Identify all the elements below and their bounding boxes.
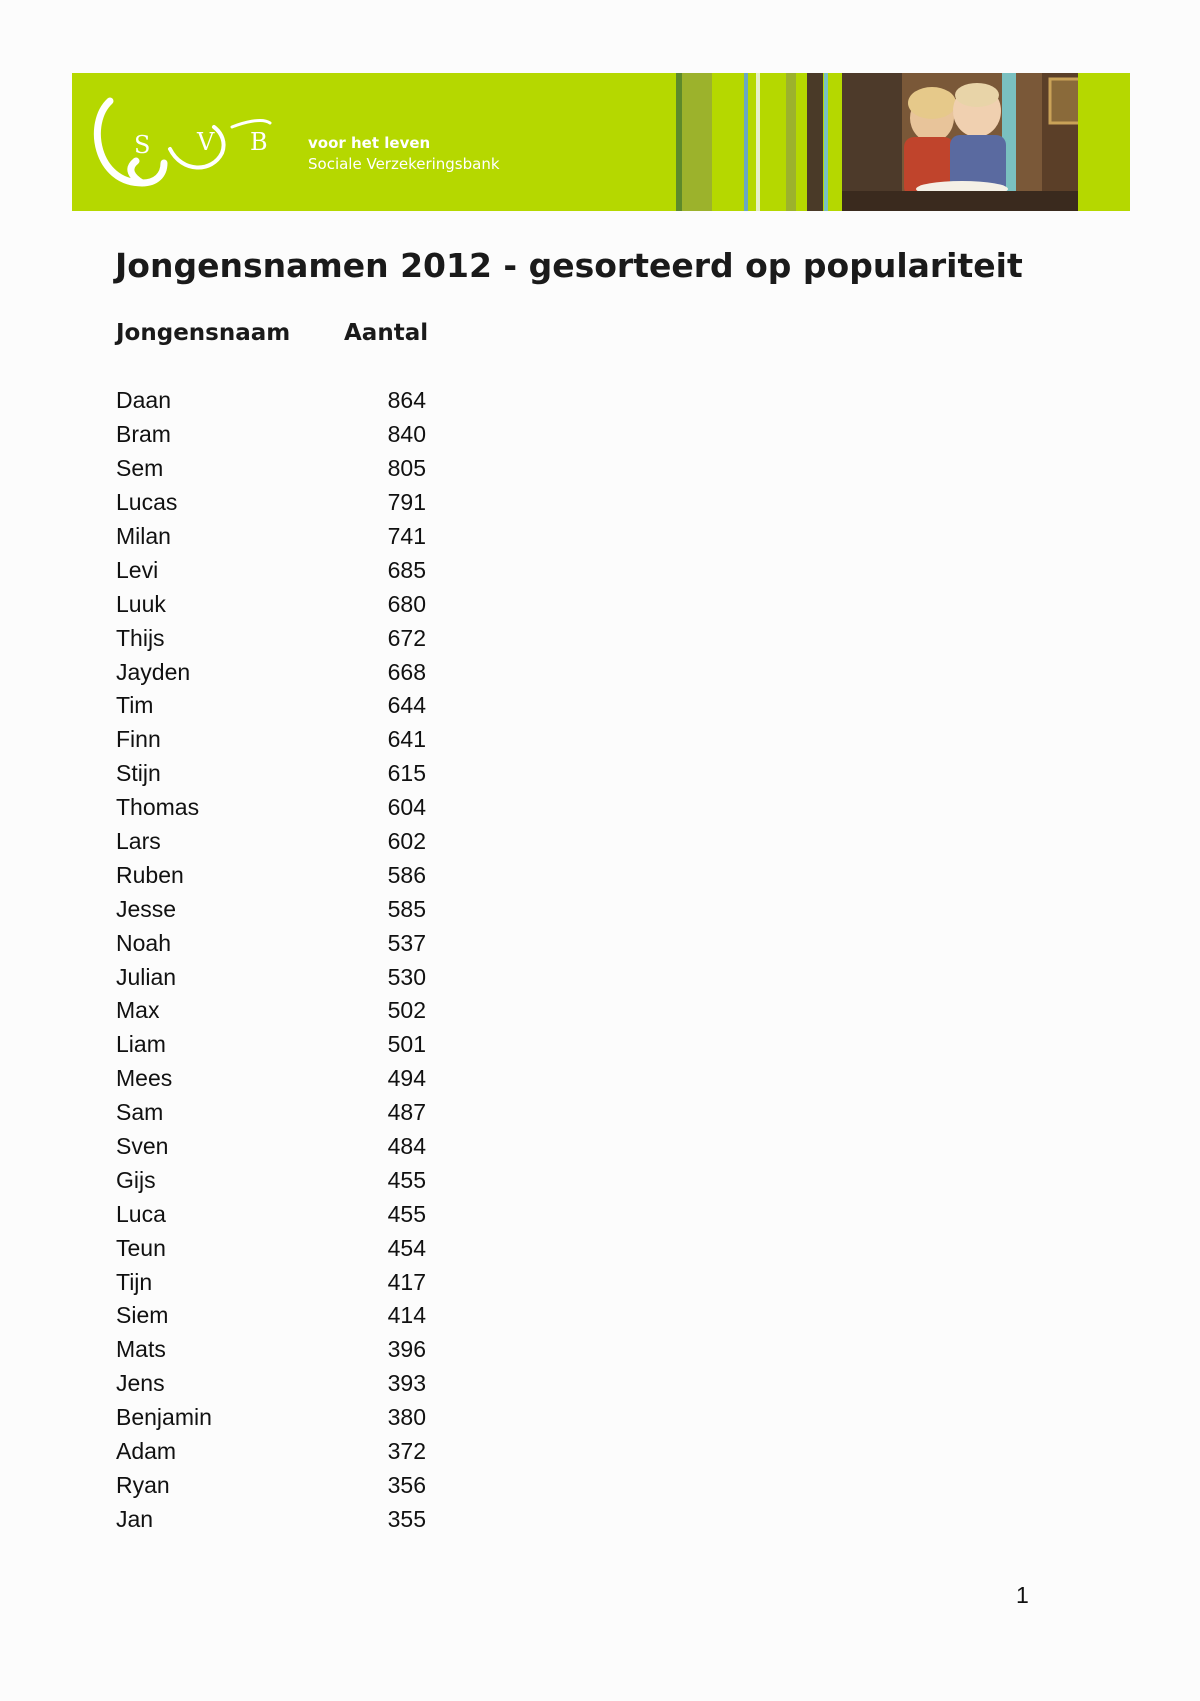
boy-name: Siem (116, 1302, 169, 1329)
name-count: 455 (387, 1166, 426, 1193)
boy-name: Max (116, 997, 160, 1024)
boy-name: Luuk (116, 590, 166, 617)
name-count: 537 (387, 929, 426, 956)
boy-name: Gijs (116, 1166, 156, 1193)
name-count: 380 (387, 1404, 426, 1431)
table-row (116, 1502, 426, 1536)
table-row (116, 1130, 426, 1164)
boy-name: Milan (116, 523, 171, 549)
boy-name: Jens (116, 1370, 165, 1397)
name-count: 484 (387, 1133, 426, 1160)
logo-letter-b: B (250, 128, 268, 156)
children-photo (842, 73, 1114, 211)
table-row (116, 384, 426, 418)
table-row (116, 1333, 426, 1367)
boy-name: Sem (116, 455, 164, 482)
boy-name: Benjamin (116, 1404, 212, 1431)
boy-name: Jan (116, 1505, 154, 1532)
boy-name: Thijs (116, 624, 165, 651)
table-row (116, 486, 426, 520)
boy-name: Julian (116, 963, 177, 990)
table-row (116, 825, 426, 859)
boy-name: Thomas (116, 794, 200, 821)
table-row (116, 723, 426, 757)
table-row (116, 960, 426, 994)
decorative-stripe (756, 73, 760, 211)
boy-name: Levi (116, 556, 159, 583)
name-count: 454 (387, 1234, 426, 1261)
table-row (116, 791, 426, 825)
table-row (116, 1062, 426, 1096)
boy-name: Sven (116, 1133, 169, 1160)
decorative-stripe (744, 73, 748, 211)
tagline-organization: Sociale Verzekeringsbank (308, 155, 500, 173)
boy-name: Daan (116, 387, 171, 414)
header-banner (72, 73, 1130, 211)
boy-name: Finn (116, 726, 161, 753)
boy-name: Luca (116, 1200, 166, 1227)
name-count: 741 (387, 523, 426, 549)
name-count: 586 (387, 861, 426, 888)
name-count: 530 (387, 963, 426, 990)
name-count: 680 (387, 590, 426, 617)
column-header-name: Jongensnaam (116, 320, 291, 346)
svb-logo (92, 93, 302, 193)
name-count: 641 (387, 726, 426, 753)
name-count: 805 (387, 455, 426, 482)
name-count: 615 (387, 760, 426, 787)
boy-name: Stijn (116, 760, 161, 787)
boy-name: Ruben (116, 861, 184, 888)
name-count: 393 (387, 1370, 426, 1397)
table-row (116, 1435, 426, 1469)
boy-name: Lars (116, 828, 161, 855)
name-count: 604 (387, 794, 426, 821)
name-count: 502 (387, 997, 426, 1024)
boy-name: Liam (116, 1031, 166, 1058)
boy-name: Jayden (116, 658, 191, 685)
tagline-slogan: voor het leven (308, 134, 431, 152)
table-row (116, 621, 426, 655)
tagline (308, 133, 500, 175)
name-count: 372 (387, 1438, 426, 1465)
name-count: 356 (387, 1471, 426, 1498)
table-row (116, 994, 426, 1028)
decorative-stripe (682, 73, 712, 211)
boy-name: Noah (116, 929, 171, 956)
boy-name: Teun (116, 1234, 166, 1261)
logo-letter-s: S (134, 131, 151, 159)
table-row (116, 892, 426, 926)
table-row (116, 689, 426, 723)
table-row (116, 1401, 426, 1435)
table-row (116, 1299, 426, 1333)
name-count: 840 (387, 421, 426, 448)
page-title: Jongensnamen 2012 - gesorteerd op populariteit (115, 246, 1023, 285)
page-number: 1 (1016, 1582, 1029, 1608)
logo-letter-v: V (197, 128, 215, 156)
table-row (116, 655, 426, 689)
table-row (116, 452, 426, 486)
name-count: 396 (387, 1336, 426, 1363)
name-count: 672 (387, 624, 426, 651)
name-count: 494 (387, 1065, 426, 1092)
boy-name: Tim (116, 692, 154, 719)
column-header-count: Aantal (344, 320, 429, 346)
table-row (116, 757, 426, 791)
table-row (116, 520, 426, 554)
table-row (116, 1367, 426, 1401)
table-row (116, 587, 426, 621)
name-count: 355 (387, 1505, 426, 1532)
name-count: 791 (387, 489, 426, 516)
boy-name: Mees (116, 1065, 173, 1092)
boy-name: Mats (116, 1336, 166, 1363)
boy-name: Lucas (116, 489, 178, 516)
boy-name: Jesse (116, 895, 177, 922)
decorative-stripe (807, 73, 823, 211)
boy-name: Tijn (116, 1268, 153, 1295)
boy-name: Ryan (116, 1471, 170, 1498)
name-count: 487 (387, 1099, 426, 1126)
table-row (116, 1096, 426, 1130)
name-count: 668 (387, 658, 426, 685)
boy-name: Bram (116, 421, 171, 448)
name-count: 602 (387, 828, 426, 855)
name-count: 585 (387, 895, 426, 922)
table-row (116, 1163, 426, 1197)
table-row (116, 553, 426, 587)
name-count: 501 (387, 1031, 426, 1058)
boy-name: Sam (116, 1099, 164, 1126)
table-row (116, 418, 426, 452)
boy-name: Adam (116, 1438, 177, 1465)
table-row (116, 1469, 426, 1503)
name-count: 864 (387, 387, 426, 414)
table-row (116, 1028, 426, 1062)
name-count: 644 (387, 692, 426, 719)
decorative-stripe (824, 73, 828, 211)
table-row (116, 858, 426, 892)
table-row (116, 1231, 426, 1265)
name-count: 414 (387, 1302, 426, 1329)
names-table (116, 384, 426, 1536)
name-count: 455 (387, 1200, 426, 1227)
decorative-stripe (786, 73, 796, 211)
name-count: 417 (387, 1268, 426, 1295)
name-count: 685 (387, 556, 426, 583)
table-row (116, 1265, 426, 1299)
table-row (116, 926, 426, 960)
table-row (116, 1197, 426, 1231)
